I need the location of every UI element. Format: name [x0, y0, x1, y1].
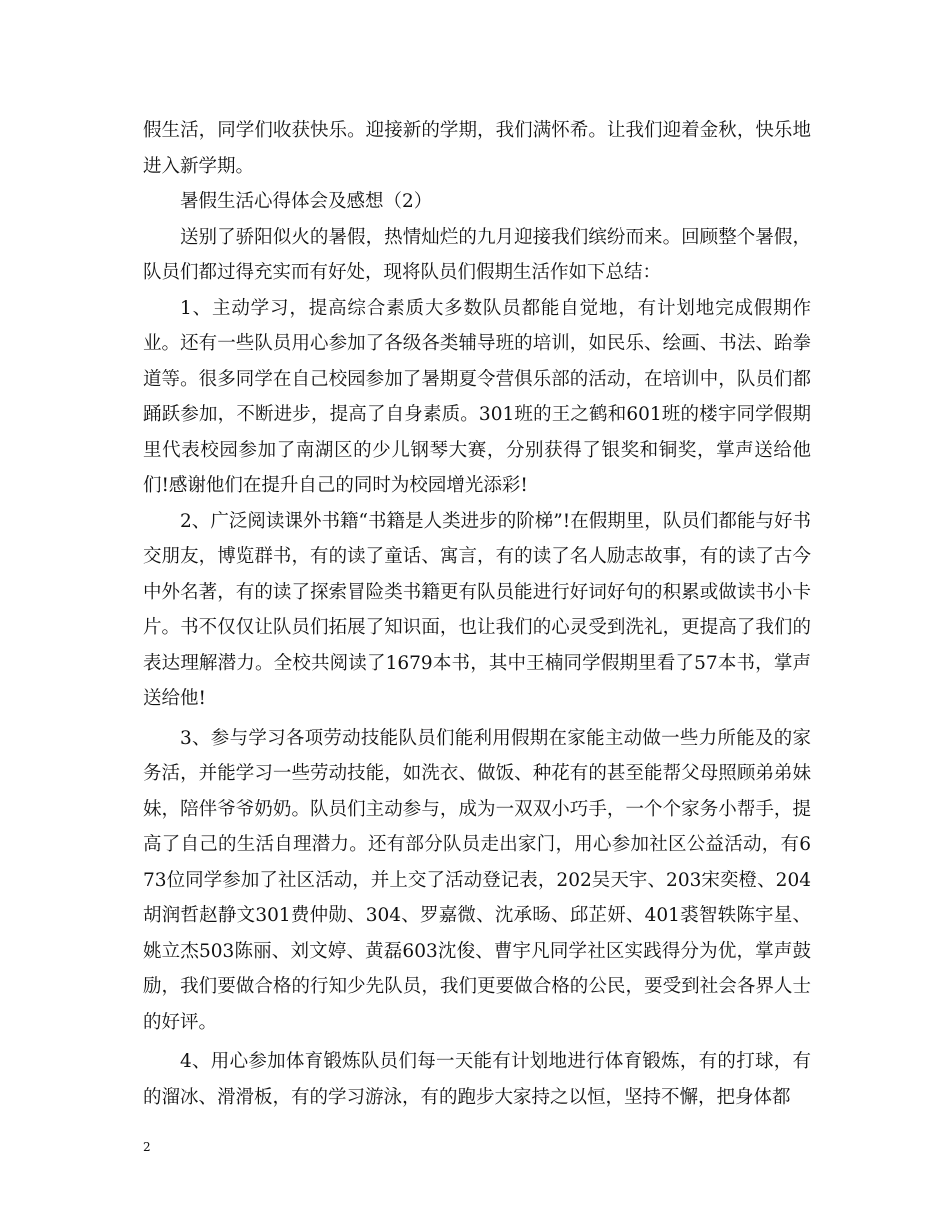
paragraph-item-2: 2、广泛阅读课外书籍“书籍是人类进步的阶梯”!在假期里，队员们都能与好书交朋友，博览群书，有的读了童话、寓言，有的读了名人励志故事，有的读了古今中外名著，有的读了探索冒险类书籍更有队员能进行好词好句的积累或做读书小卡片。书不仅仅让队员们拓展了知识面，也让我们的心灵受到洗礼，更提高了我们的表达理解潜力。全校共阅读了1679本书，其中王楠同学假期里看了57本书，掌声送给他!: [143, 510, 811, 709]
paragraph-item-1: 1、主动学习，提高综合素质大多数队员都能自觉地，有计划地完成假期作业。还有一些队员用心参加了各级各类辅导班的培训，如民乐、绘画、书法、跆拳道等。很多同学在自己校园参加了暑期夏令营俱乐部的活动，在培训中，队员们都踊跃参加，不断进步，提高了自身素质。301班的王之鹤和601班的楼宇同学假期里代表校园参加了南湖区的少儿钢琴大赛，分别获得了银奖和铜奖，掌声送给他们!感谢他们在提升自己的同时为校园增光添彩!: [143, 297, 811, 496]
page-number: 2: [143, 1140, 151, 1154]
paragraph-continuation: 假生活，同学们收获快乐。迎接新的学期，我们满怀希。让我们迎着金秋，快乐地进入新学期。: [143, 120, 811, 177]
paragraph-intro: 送别了骄阳似火的暑假，热情灿烂的九月迎接我们缤纷而来。回顾整个暑假，队员们都过得充实而有好处，现将队员们假期生活作如下总结：: [143, 226, 811, 283]
document-body: [143, 113, 811, 1115]
paragraph-item-4: 4、用心参加体育锻炼队员们每一天能有计划地进行体育锻炼，有的打球，有的溜冰、滑滑板，有的学习游泳，有的跑步大家持之以恒，坚持不懈，把身体都: [143, 1051, 811, 1108]
section-heading: 暑假生活心得体会及感想（2）: [180, 191, 433, 212]
paragraph-item-3: 3、参与学习各项劳动技能队员们能利用假期在家能主动做一些力所能及的家务活，并能学习一些劳动技能，如洗衣、做饭、种花有的甚至能帮父母照顾弟弟妹妹，陪伴爷爷奶奶。队员们主动参与，成为一双双小巧手，一个个家务小帮手，提高了自己的生活自理潜力。还有部分队员走出家门，用心参加社区公益活动，有673位同学参加了社区活动，并上交了活动登记表，202吴天宇、203宋奕橙、204胡润哲赵静文301费仲勋、304、罗嘉微、沈承旸、邱芷妍、401裘智轶陈宇星、姚立杰503陈丽、刘文婷、黄磊603沈俊、曹宇凡同学社区实践得分为优，掌声鼓励，我们要做合格的行知少先队员，我们更要做合格的公民，要受到社会各界人士的好评。: [143, 727, 811, 1033]
